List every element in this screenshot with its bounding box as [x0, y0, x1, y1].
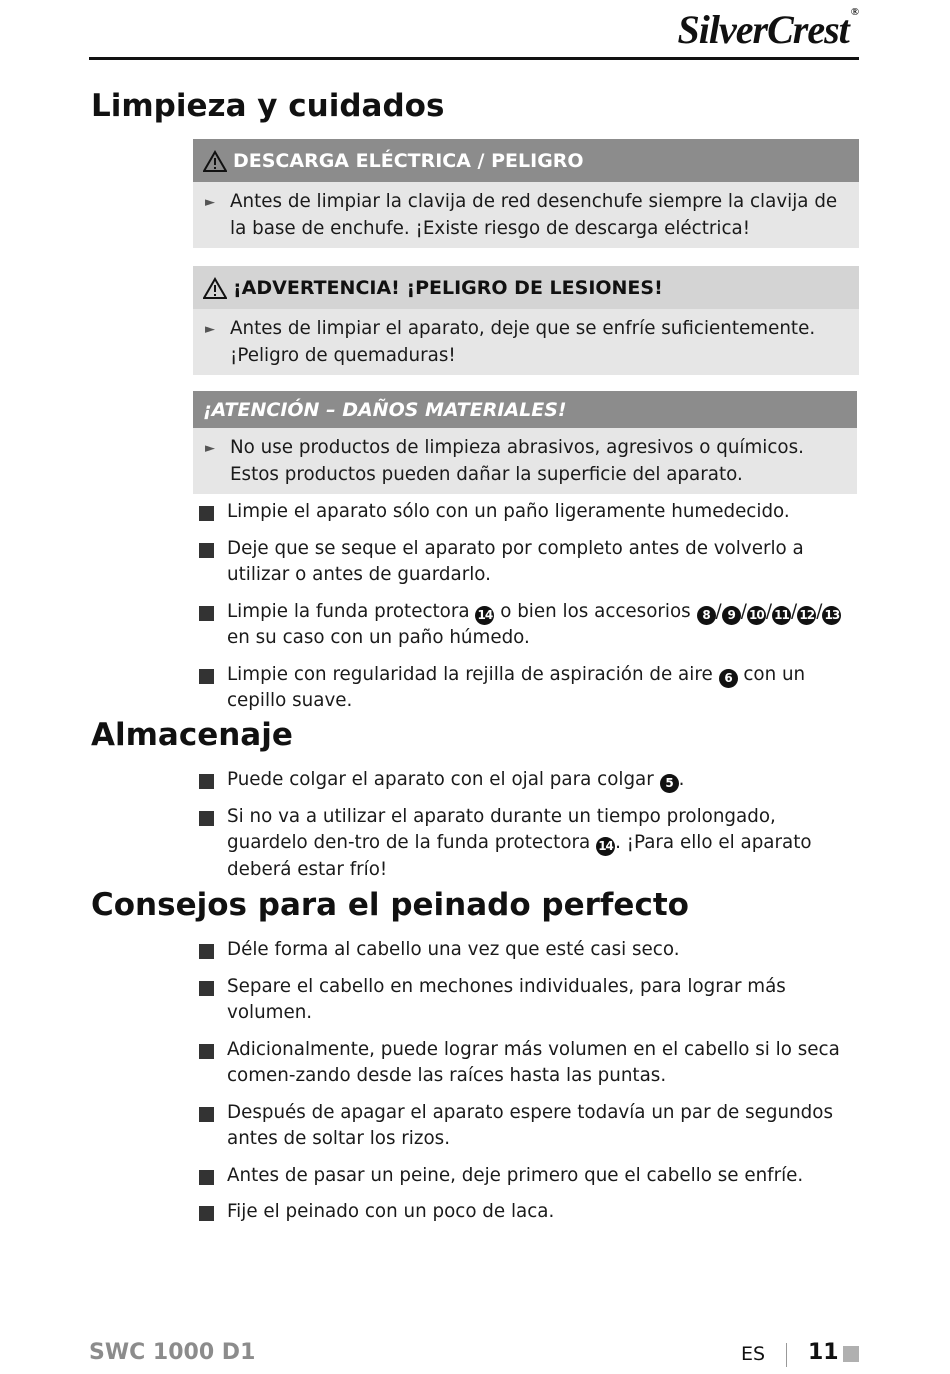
footer-square-icon [843, 1346, 859, 1362]
list-item: Después de apagar el aparato espere todavía un par de segundos antes de soltar los rizos. [199, 1100, 859, 1153]
ref-number-14: 14 [596, 837, 615, 856]
warning-text: Antes de limpiar el aparato, deje que se enfríe suficientemente. ¡Peligro de quemaduras! [230, 318, 816, 366]
bullet-square-icon [199, 1206, 214, 1221]
bullet-square-icon [199, 1107, 214, 1122]
ref-number-8: 8 [697, 606, 716, 625]
footer-model: SWC 1000 D1 [89, 1340, 256, 1365]
bullet-square-icon [199, 811, 214, 826]
arrow-icon: ► [205, 322, 215, 337]
bullet-square-icon [199, 1170, 214, 1185]
cleaning-list [199, 499, 859, 715]
list-item: Limpie la funda protectora 14 o bien los accesorios 8 / 9 / 10 / 11 / 12 / 13 en su caso con un paño húmedo. [199, 599, 859, 652]
section-title-tips: Consejos para el peinado perfecto [91, 887, 689, 923]
ref-number-13: 13 [822, 606, 841, 625]
bullet-square-icon [199, 506, 214, 521]
warning-box-electric [193, 139, 859, 248]
section-title-cleaning: Limpieza y cuidados [91, 88, 445, 124]
ref-number-5: 5 [660, 774, 679, 793]
list-item: Adicionalmente, puede lograr más volumen en el cabello si lo seca comen-zando desde las raíces hasta las puntas. [199, 1037, 859, 1090]
bullet-square-icon [199, 669, 214, 684]
bullet-square-icon [199, 981, 214, 996]
ref-number-10: 10 [747, 606, 766, 625]
footer-language: ES [741, 1343, 766, 1365]
page-number: 11 [808, 1340, 839, 1365]
list-item: Puede colgar el aparato con el ojal para colgar 5 . [199, 767, 859, 794]
arrow-icon: ► [205, 195, 215, 210]
warning-triangle-icon [203, 277, 227, 299]
bullet-square-icon [199, 944, 214, 959]
bullet-square-icon [199, 543, 214, 558]
caution-heading: ¡ATENCIÓN – DAÑOS MATERIALES! [203, 398, 567, 421]
ref-number-11: 11 [772, 606, 791, 625]
ref-number-9: 9 [722, 606, 741, 625]
caution-box-material [193, 391, 857, 494]
ref-number-6: 6 [719, 669, 738, 688]
list-item: Separe el cabello en mechones individuales, para lograr más volumen. [199, 974, 859, 1027]
warning-heading: ¡ADVERTENCIA! ¡PELIGRO DE LESIONES! [233, 276, 663, 299]
bullet-square-icon [199, 606, 214, 621]
storage-list [199, 767, 859, 883]
warning-text: Antes de limpiar la clavija de red desenchufe siempre la clavija de la base de enchufe. ¡Existe riesgo de descarga eléctrica! [230, 191, 838, 239]
list-item: Déle forma al cabello una vez que esté casi seco. [199, 937, 859, 964]
arrow-icon: ► [205, 441, 215, 456]
section-title-storage: Almacenaje [91, 717, 293, 753]
warning-triangle-icon [203, 150, 227, 172]
warning-box-injury [193, 266, 859, 375]
list-item: Limpie con regularidad la rejilla de aspiración de aire 6 con un cepillo suave. [199, 662, 859, 715]
footer-divider [786, 1343, 787, 1367]
tips-list [199, 937, 859, 1226]
bullet-square-icon [199, 1044, 214, 1059]
list-item: Antes de pasar un peine, deje primero que el cabello se enfríe. [199, 1163, 859, 1190]
list-item: Si no va a utilizar el aparato durante un tiempo prolongado, guardelo den-tro de la funda protectora 14 . ¡Para ello el aparato deberá estar frío! [199, 804, 859, 884]
brand-logo: SilverCrest ® [677, 6, 858, 52]
warning-heading: DESCARGA ELÉCTRICA / PELIGRO [233, 149, 584, 172]
header-rule [89, 57, 859, 60]
list-item: Deje que se seque el aparato por completo antes de volverlo a utilizar o antes de guardarlo. [199, 536, 859, 589]
ref-number-12: 12 [797, 606, 816, 625]
list-item: Limpie el aparato sólo con un paño ligeramente humedecido. [199, 499, 859, 526]
list-item: Fije el peinado con un poco de laca. [199, 1199, 859, 1226]
bullet-square-icon [199, 774, 214, 789]
ref-number-14: 14 [475, 606, 494, 625]
caution-text: No use productos de limpieza abrasivos, agresivos o químicos. Estos productos pueden dañar la superficie del aparato. [230, 437, 804, 485]
